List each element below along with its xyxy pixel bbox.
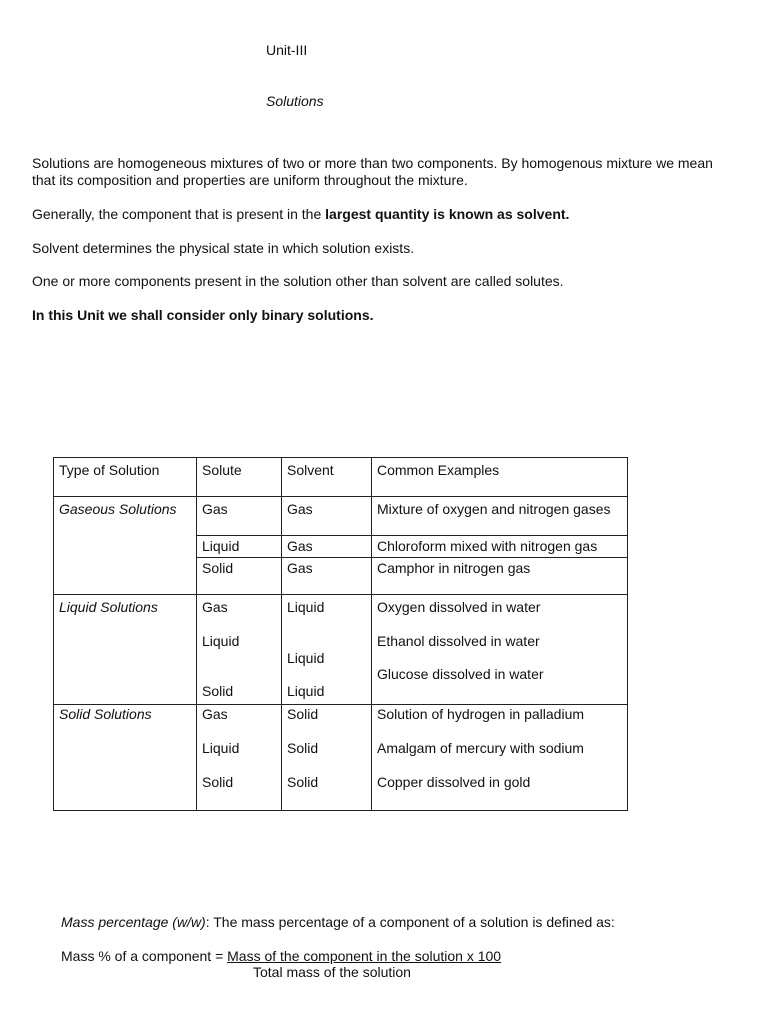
binary-note: In this Unit we shall consider only binary solutions. bbox=[32, 307, 374, 323]
solvent-cell bbox=[282, 595, 372, 705]
solute-cell bbox=[197, 705, 282, 811]
solvent-cell: Gas bbox=[282, 497, 372, 536]
solute-value: Liquid bbox=[202, 740, 240, 756]
solute-value: Solid bbox=[202, 774, 234, 790]
header-type: Type of Solution bbox=[54, 458, 197, 497]
mass-percentage-term: Mass percentage (w/w) bbox=[61, 914, 206, 930]
table-header-row bbox=[54, 458, 628, 497]
solute-cell: Gas bbox=[197, 497, 282, 536]
example-cell: Mixture of oxygen and nitrogen gases bbox=[372, 497, 628, 536]
solvent-value: Solid bbox=[287, 774, 319, 790]
formula-numerator: Mass of the component in the solution x 100 bbox=[227, 948, 502, 964]
solute-value: Gas bbox=[202, 599, 228, 615]
header-solvent: Solvent bbox=[282, 458, 372, 497]
solute-cell: Liquid bbox=[197, 536, 282, 558]
example-value: Amalgam of mercury with sodium bbox=[377, 740, 584, 756]
solute-cell bbox=[197, 595, 282, 705]
unit-heading: Unit-III bbox=[266, 42, 308, 58]
example-value: Copper dissolved in gold bbox=[377, 774, 531, 790]
solvent-value: Solid bbox=[287, 706, 319, 722]
type-gaseous: Gaseous Solutions bbox=[54, 497, 197, 595]
example-value: Glucose dissolved in water bbox=[377, 666, 544, 682]
solvent-value: Solid bbox=[287, 740, 319, 756]
example-cell: Chloroform mixed with nitrogen gas bbox=[372, 536, 628, 558]
solvent-cell: Gas bbox=[282, 558, 372, 595]
example-value: Solution of hydrogen in palladium bbox=[377, 706, 585, 722]
solvent-value: Liquid bbox=[287, 599, 325, 615]
page-title: Solutions bbox=[266, 93, 324, 109]
header-solute: Solute bbox=[197, 458, 282, 497]
solvent-value: Liquid bbox=[287, 650, 325, 666]
type-liquid: Liquid Solutions bbox=[54, 595, 197, 705]
solvent-definition-text: Generally, the component that is present in the bbox=[32, 206, 326, 222]
table-row bbox=[54, 705, 628, 811]
table-row bbox=[54, 497, 628, 536]
example-cell bbox=[372, 595, 628, 705]
solute-paragraph: One or more components present in the solution other than solvent are called solutes. bbox=[32, 273, 564, 289]
example-cell bbox=[372, 705, 628, 811]
solute-value: Solid bbox=[202, 683, 234, 699]
mass-percentage-text: : The mass percentage of a component of a solution is defined as: bbox=[205, 914, 615, 930]
type-solid: Solid Solutions bbox=[54, 705, 197, 811]
solute-value: Liquid bbox=[202, 633, 240, 649]
example-value: Oxygen dissolved in water bbox=[377, 599, 541, 615]
solute-value: Gas bbox=[202, 706, 228, 722]
mass-percentage-definition bbox=[61, 914, 615, 930]
intro-paragraph: Solutions are homogeneous mixtures of two or more than two components. By homogenous mixture we mean that its composition and properties are uniform throughout the mixture. bbox=[32, 155, 713, 188]
solvent-definition-bold: largest quantity is known as solvent. bbox=[325, 206, 570, 222]
solvent-definition bbox=[32, 206, 732, 223]
solvent-cell bbox=[282, 705, 372, 811]
mass-formula bbox=[61, 948, 501, 964]
solvent-state-paragraph: Solvent determines the physical state in which solution exists. bbox=[32, 240, 415, 256]
formula-lhs: Mass % of a component = bbox=[61, 948, 228, 964]
example-cell: Camphor in nitrogen gas bbox=[372, 558, 628, 595]
solvent-value: Liquid bbox=[287, 683, 325, 699]
solution-types-table bbox=[53, 457, 628, 811]
formula-denominator: Total mass of the solution bbox=[253, 964, 411, 980]
example-value: Ethanol dissolved in water bbox=[377, 633, 540, 649]
table-row bbox=[54, 595, 628, 705]
solute-cell: Solid bbox=[197, 558, 282, 595]
solvent-cell: Gas bbox=[282, 536, 372, 558]
header-examples: Common Examples bbox=[372, 458, 628, 497]
